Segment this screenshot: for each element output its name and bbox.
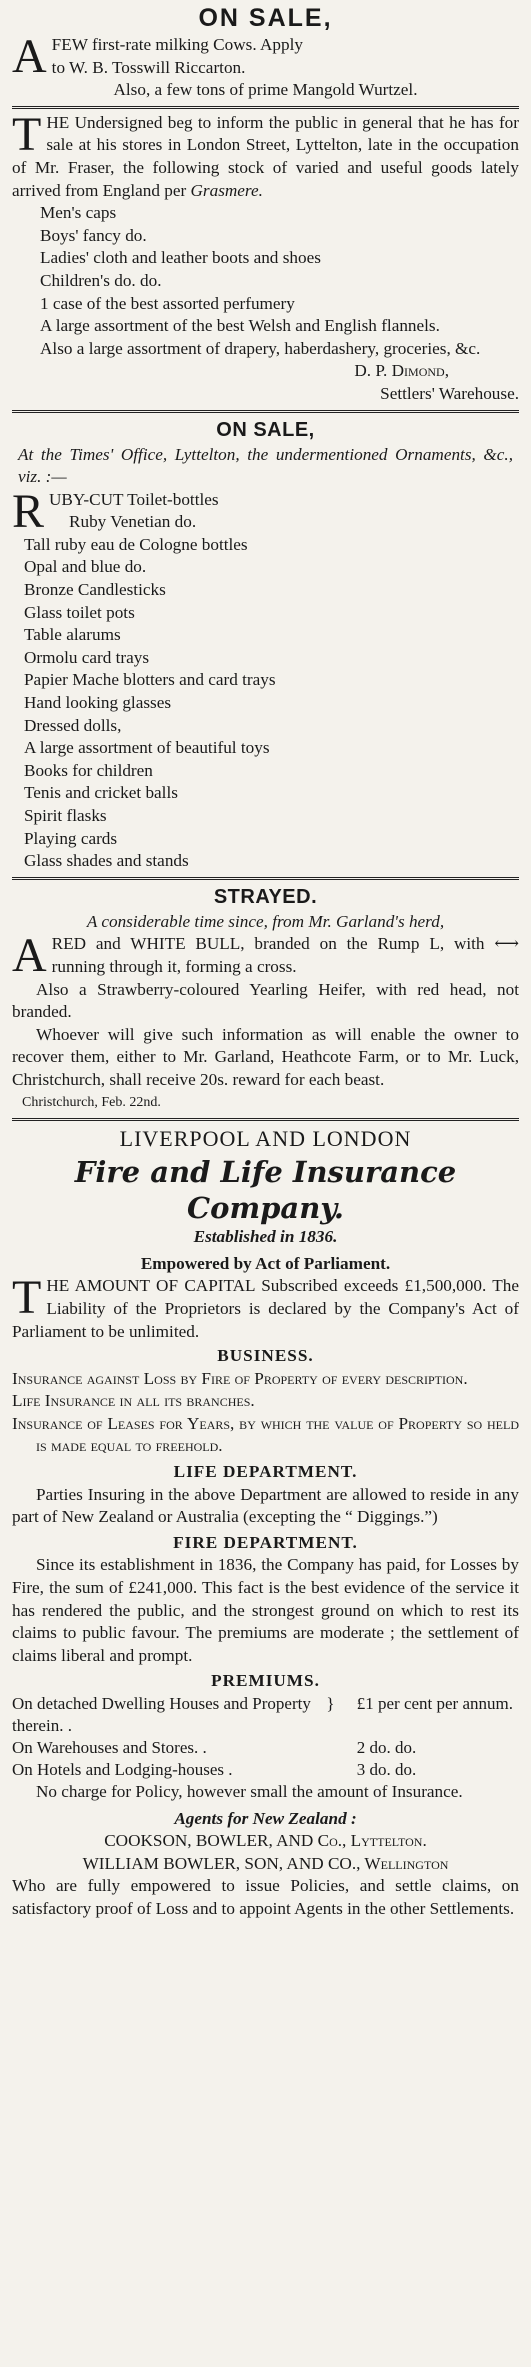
signer-place: Settlers' Warehouse.: [380, 383, 519, 403]
ad-text: HE AMOUNT OF CAPITAL Subscribed exceeds £1,500,000. The Liability of the Proprietors is declared by the Company's Act of Parliament to be unlimited.: [12, 1276, 519, 1341]
ad-body: [12, 30, 519, 102]
drop-cap: A: [12, 30, 47, 83]
ad-text: to W. B. Tosswill Riccarton.: [51, 57, 246, 77]
drop-cap: T: [12, 107, 42, 161]
ad-cows: [12, 2, 519, 102]
item-list: [12, 534, 519, 873]
section-heading: BUSINESS.: [217, 1346, 314, 1366]
ad-text: Since its establishment in 1836, the Company has paid, for Losses by Fire, the sum of £241,000. This fact is the best evidence of the service it has rendered the public, and the strongest ground on which to rest its claims to public favour. The premiums are moderate ; the settlement of claims liberal and prompt.: [12, 1555, 519, 1665]
list-item: Ruby Venetian do.: [69, 512, 197, 532]
list-item: Men's caps: [40, 203, 117, 223]
divider: [12, 877, 519, 880]
list-item: Glass toilet pots: [24, 602, 135, 622]
ad-body: [12, 484, 519, 538]
drop-cap: R: [12, 484, 45, 538]
divider: [12, 106, 519, 109]
ad-insurance: [12, 1124, 519, 1920]
company-title: LIVERPOOL AND LONDON: [119, 1126, 412, 1152]
ship-name: Grasmere.: [190, 180, 263, 200]
list-item: Tenis and cricket balls: [24, 783, 178, 803]
list-item: Insurance against Loss by Fire of Property of every description.: [12, 1368, 468, 1388]
ad-dimond: [12, 107, 519, 406]
list-item: Table alarums: [24, 625, 121, 645]
list-item: Spirit flasks: [24, 806, 107, 825]
list-item: Bronze Candlesticks: [24, 580, 166, 600]
list-item: Children's do. do.: [40, 270, 162, 290]
ad-text: Also, a few tons of prime Mangold Wurtzel.: [113, 80, 418, 100]
list-item: Ormolu card trays: [24, 647, 150, 667]
agent-line: WILLIAM BOWLER, SON, AND CO., Wellington: [82, 1853, 449, 1873]
list-item: Opal and blue do.: [24, 557, 147, 577]
item-list: [12, 202, 519, 315]
drop-cap: A: [12, 929, 47, 983]
table-row: [12, 1737, 519, 1759]
premium-rate: 2 do. do.: [356, 1738, 417, 1757]
list-item: Tall ruby eau de Cologne bottles: [24, 534, 248, 554]
ad-text: HE Undersigned beg to inform the public in general that he has for sale at his stores in London Street, Lyttelton, late in the occupation of Mr. Fraser, the following stock of varied and useful goods lately arrived from England per: [12, 112, 519, 200]
agent-line: COOKSON, BOWLER, AND Co., Lyttelton.: [104, 1831, 427, 1851]
ad-heading: ON SALE,: [216, 418, 315, 441]
agents-heading: Agents for New Zealand :: [174, 1808, 357, 1828]
list-item: Ladies' cloth and leather boots and shoes: [40, 248, 321, 268]
list-item: UBY-CUT Toilet-bottles: [49, 489, 219, 509]
list-item: Also a large assortment of drapery, haberdashery, groceries, &c.: [40, 338, 481, 358]
divider: [12, 1118, 519, 1121]
premium-label: On Hotels and Lodging-houses .: [12, 1760, 233, 1779]
list-item: Boys' fancy do.: [40, 225, 147, 245]
list-item: Insurance of Leases for Years, by which the value of Property so held is made equal to freehold.: [12, 1413, 519, 1456]
ad-body: [12, 107, 519, 202]
list-item: A large assortment of beautiful toys: [24, 738, 270, 758]
ad-times-office: [12, 416, 519, 873]
section-heading: PREMIUMS.: [211, 1671, 320, 1691]
ad-text: Whoever will give such information as will enable the owner to recover them, either to Mr. Garland, Heathcote Farm, or to Mr. Luck, Christchurch, shall receive 20s. reward for each beast.: [12, 1024, 519, 1089]
list-item: A large assortment of the best Welsh and English flannels.: [40, 316, 440, 336]
ad-strayed: [12, 883, 519, 1114]
ad-body: [12, 929, 519, 983]
brace-glyph: }: [326, 1694, 335, 1713]
ad-heading: STRAYED.: [213, 885, 318, 908]
section-heading: LIFE DEPARTMENT.: [173, 1462, 358, 1482]
drop-cap: T: [12, 1271, 42, 1325]
signer: [12, 360, 519, 383]
ad-text: Who are fully empowered to issue Policies, and settle claims, on satisfactory proof of Loss and to appoint Agents in the other Settlements.: [12, 1876, 519, 1918]
signer-name: D. P. Dimond,: [354, 361, 449, 381]
ad-text: Also a Strawberry-coloured Yearling Heifer, with red head, not branded.: [12, 979, 519, 1022]
premium-label: On detached Dwelling Houses and Property therein. .: [12, 1694, 311, 1735]
list-item: Hand looking glasses: [24, 693, 172, 713]
ad-heading: ON SALE,: [198, 4, 333, 32]
list-item: Books for children: [24, 760, 153, 780]
list-item: Dressed dolls,: [24, 715, 122, 735]
table-row: [12, 1759, 519, 1781]
dateline: Christchurch, Feb. 22nd.: [22, 1094, 161, 1110]
section-heading: FIRE DEPARTMENT.: [173, 1532, 358, 1552]
ad-text: RED and WHITE BULL, branded on the Rump L, with ⟷ running through it, forming a cross.: [51, 934, 519, 976]
empowered: Empowered by Act of Parliament.: [140, 1253, 391, 1273]
table-row: [12, 1693, 519, 1737]
ad-text: FEW first-rate milking Cows. Apply: [51, 35, 303, 54]
established: Established in 1836.: [193, 1227, 338, 1247]
list-item: Papier Mache blotters and card trays: [24, 670, 276, 690]
list-item: Glass shades and stands: [24, 851, 189, 871]
list-item: Playing cards: [24, 828, 118, 848]
list-item: 1 case of the best assorted perfumery: [40, 293, 295, 313]
premium-label: On Warehouses and Stores. .: [12, 1738, 207, 1757]
premium-rate: 3 do. do.: [356, 1760, 417, 1779]
company-subtitle: Fire and Life Insurance Company.: [74, 1155, 457, 1226]
premium-rate: £1 per cent per annum.: [356, 1694, 513, 1713]
capital: [12, 1271, 519, 1343]
ad-text: Parties Insuring in the above Department are allowed to reside in any part of New Zealand or Australia (excepting the “ Diggings.”): [12, 1484, 519, 1527]
premiums-table: [12, 1693, 519, 1781]
ad-text: No charge for Policy, however small the amount of Insurance.: [36, 1782, 463, 1801]
divider: [12, 410, 519, 413]
ad-intro: At the Times' Office, Lyttelton, the undermentioned Ornaments, &c., viz. :—: [18, 444, 513, 487]
list-item: Life Insurance in all its branches.: [12, 1391, 255, 1411]
ad-intro: A considerable time since, from Mr. Garland's herd,: [86, 911, 445, 931]
